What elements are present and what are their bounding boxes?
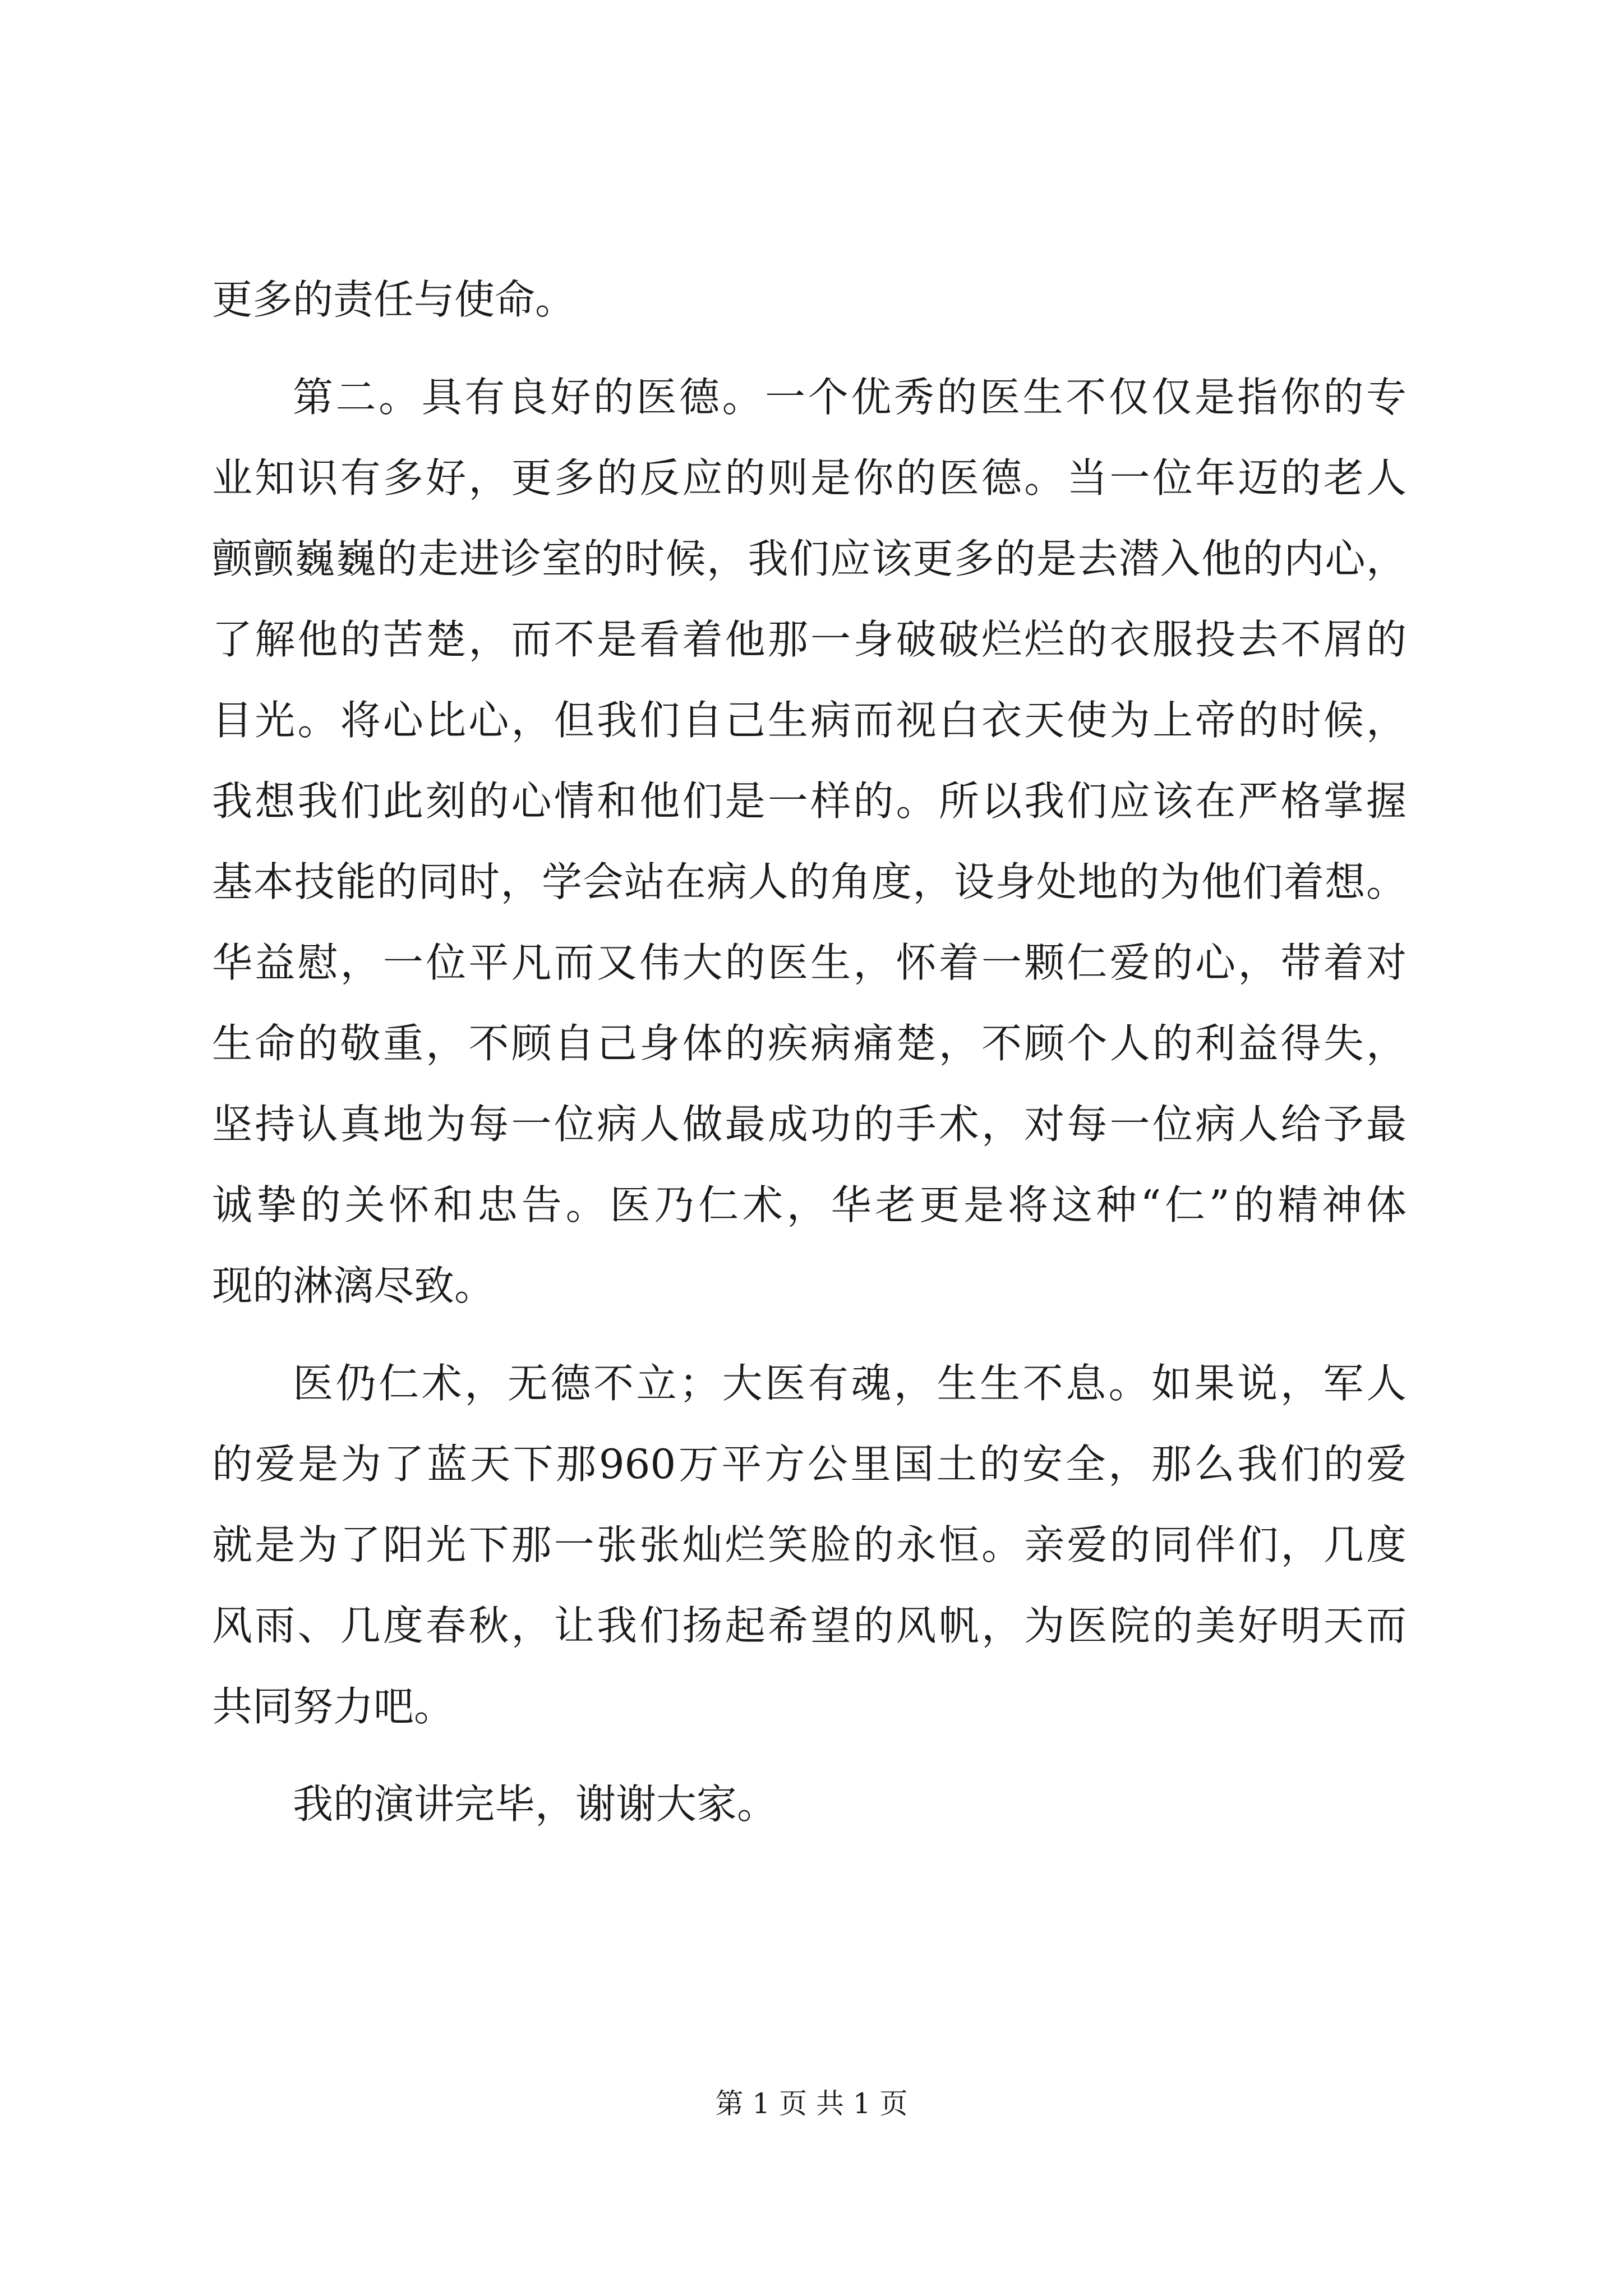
text-line: 业知识有多好，更多的反应的则是你的医德。当一位年迈的老人 bbox=[212, 454, 1407, 501]
text-line: 现的淋漓尽致。 bbox=[212, 1262, 495, 1309]
text-line: 诚挚的关怀和忠告。医乃仁术，华老更是将这种“仁”的精神体 bbox=[212, 1181, 1407, 1228]
text-line: 的爱是为了蓝天下那960万平方公里国土的安全，那么我们的爱 bbox=[212, 1441, 1407, 1488]
text-line: 第二。具有良好的医德。一个优秀的医生不仅仅是指你的专 bbox=[293, 374, 1407, 421]
text-line: 坚持认真地为每一位病人做最成功的手术，对每一位病人给予最 bbox=[212, 1101, 1407, 1148]
text-line: 颤颤巍巍的走进诊室的时候，我们应该更多的是去潜入他的内心， bbox=[212, 535, 1407, 582]
text-line: 更多的责任与使命。 bbox=[212, 276, 576, 323]
text-line: 生命的敬重，不顾自己身体的疾病痛楚，不顾个人的利益得失， bbox=[212, 1020, 1407, 1067]
text-line: 风雨、几度春秋，让我们扬起希望的风帆，为医院的美好明天而 bbox=[212, 1602, 1407, 1649]
page-footer: 第 1 页 共 1 页 bbox=[715, 2087, 908, 2120]
text-line: 医仍仁术，无德不立；大医有魂，生生不息。如果说，军人 bbox=[293, 1360, 1407, 1407]
text-line: 就是为了阳光下那一张张灿烂笑脸的永恒。亲爱的同伴们，几度 bbox=[212, 1521, 1407, 1568]
paragraph-1 bbox=[212, 259, 1407, 340]
paragraph-4 bbox=[212, 1764, 1407, 1844]
paragraph-3 bbox=[212, 1343, 1407, 1747]
text-line: 我的演讲完毕，谢谢大家。 bbox=[293, 1780, 778, 1828]
text-line: 基本技能的同时，学会站在病人的角度，设身处地的为他们着想。 bbox=[212, 858, 1407, 905]
text-line: 华益慰，一位平凡而又伟大的医生，怀着一颗仁爱的心，带着对 bbox=[212, 939, 1407, 986]
text-line: 共同努力吧。 bbox=[212, 1683, 455, 1730]
text-line: 我想我们此刻的心情和他们是一样的。所以我们应该在严格掌握 bbox=[212, 777, 1407, 825]
document-body bbox=[212, 259, 1407, 1844]
text-line: 了解他的苦楚，而不是看着他那一身破破烂烂的衣服投去不屑的 bbox=[212, 616, 1407, 663]
text-line: 目光。将心比心，但我们自己生病而视白衣天使为上帝的时候， bbox=[212, 697, 1407, 744]
paragraph-2 bbox=[212, 357, 1407, 1326]
